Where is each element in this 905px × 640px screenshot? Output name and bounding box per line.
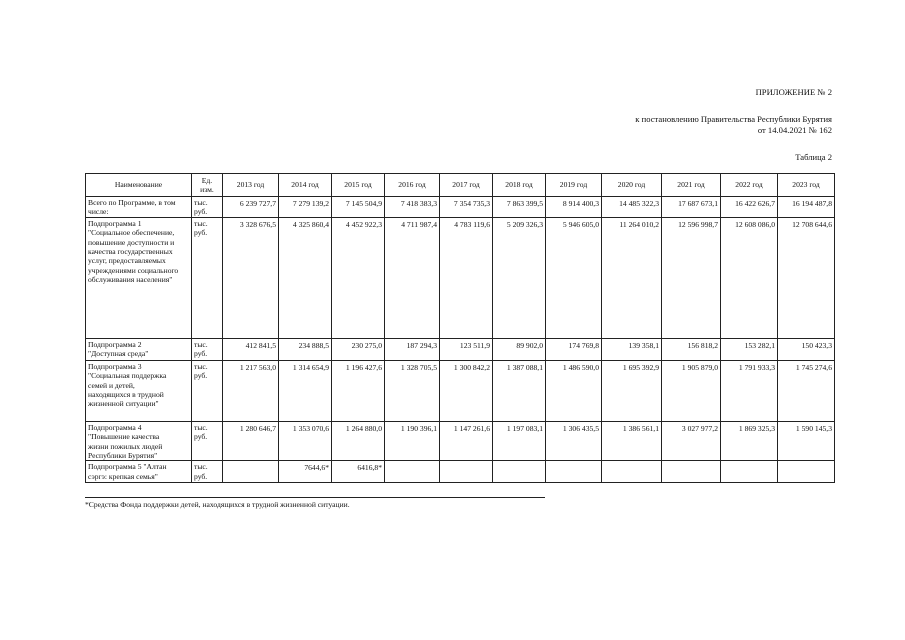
row-value: 7 145 504,9 [332, 197, 385, 218]
row-value: 150 423,3 [778, 338, 835, 360]
row-value [385, 461, 440, 483]
row-value: 11 264 010,2 [602, 217, 662, 338]
row-name: Подпрограмма 5 "Алтан сэргэ: крепкая семья" [86, 461, 192, 483]
row-value: 3 328 676,5 [223, 217, 279, 338]
row-value: 4 711 987,4 [385, 217, 440, 338]
resolution-line-2: от 14.04.2021 № 162 [757, 125, 832, 135]
row-name: Подпрограмма 4 "Повышение качества жизни пожилых людей Республики Бурятия" [86, 421, 192, 461]
resolution-reference [635, 114, 832, 136]
table-row [86, 461, 835, 483]
row-value: 123 511,9 [440, 338, 493, 360]
row-value: 156 818,2 [662, 338, 721, 360]
row-value: 1 190 396,1 [385, 421, 440, 461]
header-year: 2023 год [778, 174, 835, 197]
header-year: 2015 год [332, 174, 385, 197]
row-unit: тыс. руб. [192, 360, 223, 421]
row-value [546, 461, 602, 483]
row-value: 153 282,1 [721, 338, 778, 360]
row-value: 1 328 705,5 [385, 360, 440, 421]
row-value: 412 841,5 [223, 338, 279, 360]
row-value: 1 196 427,6 [332, 360, 385, 421]
row-value: 7 863 399,5 [493, 197, 546, 218]
row-value: 1 300 842,2 [440, 360, 493, 421]
row-value: 4 783 119,6 [440, 217, 493, 338]
row-value: 17 687 673,1 [662, 197, 721, 218]
row-value: 1 197 083,1 [493, 421, 546, 461]
row-value: 14 485 322,3 [602, 197, 662, 218]
header-year: 2022 год [721, 174, 778, 197]
row-value: 1 147 261,6 [440, 421, 493, 461]
row-name: Подпрограмма 1 "Социальное обеспечение, повышение доступности и качества государственных услуг, предоставляемых учреждениями социального обслуживания населения" [86, 217, 192, 338]
row-value: 7 418 383,3 [385, 197, 440, 218]
row-value: 1 387 088,1 [493, 360, 546, 421]
header-year: 2013 год [223, 174, 279, 197]
row-value: 12 608 086,0 [721, 217, 778, 338]
row-value: 7 354 735,3 [440, 197, 493, 218]
row-value: 12 708 644,6 [778, 217, 835, 338]
row-value: 1 905 879,0 [662, 360, 721, 421]
row-value: 1 217 563,0 [223, 360, 279, 421]
table-row [86, 338, 835, 360]
header-year: 2016 год [385, 174, 440, 197]
row-value: 6 239 727,7 [223, 197, 279, 218]
resolution-line-1: к постановлению Правительства Республики Бурятия [635, 114, 832, 124]
table-header-row [86, 174, 835, 197]
row-value: 174 769,8 [546, 338, 602, 360]
header-year: 2018 год [493, 174, 546, 197]
appendix-title: ПРИЛОЖЕНИЕ № 2 [755, 87, 832, 97]
row-unit: тыс. руб. [192, 338, 223, 360]
row-value: 5 209 326,3 [493, 217, 546, 338]
row-value: 234 888,5 [279, 338, 332, 360]
header-year: 2017 год [440, 174, 493, 197]
row-unit: тыс. руб. [192, 461, 223, 483]
row-unit: тыс. руб. [192, 217, 223, 338]
row-name: Всего по Программе, в том числе: [86, 197, 192, 218]
row-value: 187 294,3 [385, 338, 440, 360]
header-name: Наименование [86, 174, 192, 197]
footnote: *Средства Фонда поддержки детей, находящихся в трудной жизненной ситуации. [85, 500, 350, 509]
row-value: 1 745 274,6 [778, 360, 835, 421]
row-value [223, 461, 279, 483]
header-year: 2014 год [279, 174, 332, 197]
row-value: 6416,8* [332, 461, 385, 483]
row-value [440, 461, 493, 483]
row-value: 1 869 325,3 [721, 421, 778, 461]
row-value: 1 264 880,0 [332, 421, 385, 461]
funding-table [85, 173, 835, 483]
header-year: 2020 год [602, 174, 662, 197]
row-value: 139 358,1 [602, 338, 662, 360]
row-value: 8 914 400,3 [546, 197, 602, 218]
row-value: 1 353 070,6 [279, 421, 332, 461]
row-value: 1 314 654,9 [279, 360, 332, 421]
row-value: 7644,6* [279, 461, 332, 483]
row-value: 3 027 977,2 [662, 421, 721, 461]
row-value: 1 280 646,7 [223, 421, 279, 461]
table-row [86, 421, 835, 461]
row-value: 12 596 998,7 [662, 217, 721, 338]
row-value: 7 279 139,2 [279, 197, 332, 218]
header-year: 2021 год [662, 174, 721, 197]
row-value: 1 306 435,5 [546, 421, 602, 461]
footnote-divider [85, 497, 545, 498]
row-value [721, 461, 778, 483]
row-value: 89 902,0 [493, 338, 546, 360]
header-unit: Ед. изм. [192, 174, 223, 197]
row-value: 16 194 487,8 [778, 197, 835, 218]
row-value [493, 461, 546, 483]
row-value [602, 461, 662, 483]
row-value: 16 422 626,7 [721, 197, 778, 218]
row-name: Подпрограмма 3 "Социальная поддержка семей и детей, находящихся в трудной жизненной ситуации" [86, 360, 192, 421]
row-value: 1 695 392,9 [602, 360, 662, 421]
row-value [662, 461, 721, 483]
table-row [86, 360, 835, 421]
row-name: Подпрограмма 2 "Доступная среда" [86, 338, 192, 360]
row-value: 4 325 860,4 [279, 217, 332, 338]
row-value: 5 946 605,0 [546, 217, 602, 338]
header-year: 2019 год [546, 174, 602, 197]
table-row [86, 217, 835, 338]
row-value: 1 386 561,1 [602, 421, 662, 461]
row-value [778, 461, 835, 483]
row-value: 4 452 922,3 [332, 217, 385, 338]
table-row [86, 197, 835, 218]
row-value: 1 486 590,0 [546, 360, 602, 421]
row-value: 230 275,0 [332, 338, 385, 360]
table-label: Таблица 2 [795, 152, 832, 162]
row-unit: тыс. руб. [192, 197, 223, 218]
row-value: 1 791 933,3 [721, 360, 778, 421]
row-unit: тыс. руб. [192, 421, 223, 461]
row-value: 1 590 145,3 [778, 421, 835, 461]
